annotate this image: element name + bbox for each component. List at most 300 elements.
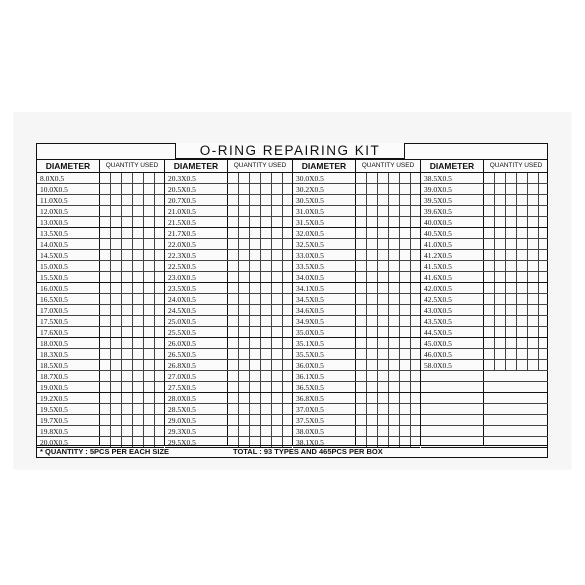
quantity-tick-cell	[505, 239, 506, 249]
size-label: 19.5X0.5	[40, 405, 68, 414]
quantity-tick-cell	[527, 206, 528, 216]
table-row	[37, 338, 164, 349]
table-row	[37, 316, 164, 327]
table-row	[421, 184, 548, 195]
size-label: 17.5X0.5	[40, 317, 68, 326]
quantity-tick-cell	[399, 371, 400, 381]
table-row	[421, 217, 548, 228]
size-column-4	[420, 159, 548, 445]
size-label: 39.6X0.5	[424, 207, 452, 216]
quantity-tick-cell	[366, 173, 367, 183]
quantity-tick-cell	[143, 239, 144, 249]
quantity-tick-cell	[271, 316, 272, 326]
quantity-tick-cell	[494, 283, 495, 293]
table-row	[37, 371, 164, 382]
quantity-tick-cell	[154, 294, 155, 304]
table-row	[165, 382, 292, 393]
quantity-tick-cell	[271, 360, 272, 370]
quantity-tick-cell	[143, 195, 144, 205]
quantity-tick-cell	[154, 173, 155, 183]
quantity-tick-cell	[505, 327, 506, 337]
quantity-tick-cell	[388, 404, 389, 414]
size-label: 22.5X0.5	[168, 262, 196, 271]
quantity-tick-cell	[110, 294, 111, 304]
table-row	[37, 349, 164, 360]
quantity-tick-cell	[249, 283, 250, 293]
quantity-tick-cell	[238, 239, 239, 249]
quantity-tick-cell	[121, 382, 122, 392]
quantity-tick-cell	[121, 239, 122, 249]
size-label: 30.5X0.5	[296, 196, 324, 205]
quantity-tick-cell	[143, 250, 144, 260]
quantity-tick-cell	[260, 173, 261, 183]
size-label: 10.0X0.5	[40, 185, 68, 194]
quantity-tick-cell	[249, 338, 250, 348]
table-row	[293, 261, 420, 272]
table-row	[165, 250, 292, 261]
size-label: 41.6X0.5	[424, 273, 452, 282]
size-label: 8.0X0.5	[40, 174, 65, 183]
table-row	[165, 360, 292, 371]
size-label: 36.0X0.5	[296, 361, 324, 370]
size-label: 38.0X0.5	[296, 427, 324, 436]
quantity-tick-cell	[132, 404, 133, 414]
quantity-tick-cell	[132, 184, 133, 194]
table-row	[37, 217, 164, 228]
quantity-tick-cell	[516, 360, 517, 370]
quantity-tick-cell	[366, 360, 367, 370]
size-label: 30.2X0.5	[296, 185, 324, 194]
size-label: 21.0X0.5	[168, 207, 196, 216]
empty-row	[421, 426, 548, 437]
table-row	[421, 261, 548, 272]
empty-row	[421, 382, 548, 393]
table-row	[165, 338, 292, 349]
quantity-tick-cell	[271, 206, 272, 216]
quantity-tick-cell	[366, 316, 367, 326]
quantity-tick-cell	[494, 195, 495, 205]
quantity-tick-cell	[366, 272, 367, 282]
table-row	[293, 184, 420, 195]
quantity-tick-cell	[143, 305, 144, 315]
quantity-tick-cell	[494, 360, 495, 370]
quantity-tick-cell	[260, 195, 261, 205]
table-row	[37, 184, 164, 195]
size-label: 36.8X0.5	[296, 394, 324, 403]
quantity-tick-cell	[410, 239, 411, 249]
table-row	[293, 173, 420, 184]
quantity-tick-cell	[154, 316, 155, 326]
quantity-tick-cell	[154, 393, 155, 403]
size-label: 32.5X0.5	[296, 240, 324, 249]
table-row	[165, 217, 292, 228]
quantity-tick-cell	[388, 360, 389, 370]
table-row	[37, 239, 164, 250]
quantity-tick-cell	[366, 393, 367, 403]
quantity-tick-cell	[249, 195, 250, 205]
total-note: TOTAL : 93 TYPES AND 465PCS PER BOX	[233, 447, 383, 456]
size-column-3	[292, 159, 420, 445]
table-row	[293, 360, 420, 371]
table-row	[293, 228, 420, 239]
quantity-tick-cell	[538, 327, 539, 337]
table-row	[421, 294, 548, 305]
quantity-tick-cell	[238, 228, 239, 238]
table-row	[165, 283, 292, 294]
quantity-tick-cell	[110, 239, 111, 249]
quantity-tick-cell	[132, 316, 133, 326]
quantity-tick-cell	[538, 360, 539, 370]
quantity-tick-cell	[538, 195, 539, 205]
quantity-tick-cell	[516, 316, 517, 326]
quantity-tick-cell	[249, 382, 250, 392]
quantity-tick-cell	[388, 305, 389, 315]
quantity-tick-cell	[282, 217, 283, 227]
diameter-header: DIAMETER	[45, 161, 91, 171]
quantity-tick-cell	[271, 239, 272, 249]
table-row	[37, 415, 164, 426]
quantity-tick-cell	[260, 228, 261, 238]
quantity-tick-cell	[516, 294, 517, 304]
table-row	[293, 217, 420, 228]
quantity-tick-cell	[505, 261, 506, 271]
size-label: 12.0X0.5	[40, 207, 68, 216]
quantity-tick-cell	[143, 283, 144, 293]
quantity-tick-cell	[238, 250, 239, 260]
size-label: 24.0X0.5	[168, 295, 196, 304]
quantity-tick-cell	[132, 305, 133, 315]
quantity-tick-cell	[410, 404, 411, 414]
quantity-tick-cell	[516, 338, 517, 348]
table-row	[37, 426, 164, 437]
table-footer	[36, 445, 548, 458]
quantity-tick-cell	[260, 404, 261, 414]
size-label: 34.0X0.5	[296, 273, 324, 282]
size-label: 17.0X0.5	[40, 306, 68, 315]
quantity-tick-cell	[238, 349, 239, 359]
empty-row	[421, 415, 548, 426]
table-row	[421, 250, 548, 261]
quantity-tick-cell	[494, 272, 495, 282]
quantity-tick-cell	[538, 305, 539, 315]
quantity-tick-cell	[282, 327, 283, 337]
quantity-tick-cell	[282, 239, 283, 249]
quantity-tick-cell	[377, 294, 378, 304]
quantity-tick-cell	[494, 228, 495, 238]
quantity-tick-cell	[410, 371, 411, 381]
quantity-tick-cell	[282, 206, 283, 216]
quantity-tick-cell	[110, 382, 111, 392]
size-label: 44.5X0.5	[424, 328, 452, 337]
size-label: 25.5X0.5	[168, 328, 196, 337]
quantity-tick-cell	[143, 415, 144, 425]
quantity-tick-cell	[282, 338, 283, 348]
quantity-tick-cell	[377, 338, 378, 348]
quantity-tick-cell	[271, 217, 272, 227]
quantity-tick-cell	[121, 250, 122, 260]
size-label: 32.0X0.5	[296, 229, 324, 238]
quantity-tick-cell	[260, 426, 261, 436]
size-label: 19.2X0.5	[40, 394, 68, 403]
quantity-tick-cell	[238, 327, 239, 337]
quantity-tick-cell	[143, 371, 144, 381]
quantity-tick-cell	[110, 261, 111, 271]
table-row	[37, 283, 164, 294]
quantity-tick-cell	[388, 283, 389, 293]
quantity-tick-cell	[143, 206, 144, 216]
quantity-tick-cell	[260, 206, 261, 216]
quantity-tick-cell	[366, 338, 367, 348]
table-row	[165, 228, 292, 239]
quantity-tick-cell	[410, 338, 411, 348]
quantity-tick-cell	[516, 217, 517, 227]
quantity-tick-cell	[527, 316, 528, 326]
quantity-tick-cell	[238, 316, 239, 326]
quantity-tick-cell	[494, 316, 495, 326]
size-label: 20.3X0.5	[168, 174, 196, 183]
size-label: 22.3X0.5	[168, 251, 196, 260]
quantity-tick-cell	[527, 228, 528, 238]
quantity-tick-cell	[388, 338, 389, 348]
quantity-tick-cell	[505, 338, 506, 348]
table-row	[293, 250, 420, 261]
quantity-tick-cell	[260, 382, 261, 392]
quantity-tick-cell	[282, 371, 283, 381]
quantity-tick-cell	[154, 217, 155, 227]
size-label: 20.0X0.5	[40, 438, 68, 447]
table-row	[165, 294, 292, 305]
quantity-tick-cell	[271, 349, 272, 359]
diameter-header: DIAMETER	[301, 161, 347, 171]
quantity-tick-cell	[538, 294, 539, 304]
quantity-tick-cell	[410, 184, 411, 194]
quantity-tick-cell	[249, 239, 250, 249]
quantity-tick-cell	[377, 250, 378, 260]
quantity-tick-cell	[377, 426, 378, 436]
table-row	[37, 228, 164, 239]
quantity-tick-cell	[388, 415, 389, 425]
table-row	[293, 206, 420, 217]
quantity-tick-cell	[249, 294, 250, 304]
quantity-tick-cell	[271, 393, 272, 403]
quantity-tick-cell	[282, 360, 283, 370]
quantity-tick-cell	[238, 382, 239, 392]
quantity-tick-cell	[271, 327, 272, 337]
quantity-tick-cell	[282, 404, 283, 414]
size-label: 43.0X0.5	[424, 306, 452, 315]
quantity-tick-cell	[388, 327, 389, 337]
size-label: 33.5X0.5	[296, 262, 324, 271]
quantity-tick-cell	[516, 195, 517, 205]
quantity-tick-cell	[238, 305, 239, 315]
quantity-tick-cell	[271, 426, 272, 436]
quantity-tick-cell	[260, 371, 261, 381]
quantity-tick-cell	[249, 305, 250, 315]
quantity-tick-cell	[132, 195, 133, 205]
quantity-tick-cell	[154, 415, 155, 425]
quantity-tick-cell	[110, 415, 111, 425]
quantity-tick-cell	[110, 426, 111, 436]
quantity-tick-cell	[282, 305, 283, 315]
quantity-tick-cell	[399, 261, 400, 271]
quantity-tick-cell	[110, 404, 111, 414]
quantity-tick-cell	[132, 338, 133, 348]
quantity-tick-cell	[388, 239, 389, 249]
quantity-tick-cell	[410, 426, 411, 436]
size-label: 26.0X0.5	[168, 339, 196, 348]
quantity-tick-cell	[238, 184, 239, 194]
quantity-tick-cell	[377, 393, 378, 403]
quantity-tick-cell	[110, 283, 111, 293]
quantity-tick-cell	[154, 327, 155, 337]
quantity-tick-cell	[516, 239, 517, 249]
size-label: 21.5X0.5	[168, 218, 196, 227]
quantity-tick-cell	[538, 316, 539, 326]
size-label: 37.5X0.5	[296, 416, 324, 425]
table-row	[165, 272, 292, 283]
quantity-tick-cell	[121, 173, 122, 183]
size-label: 34.1X0.5	[296, 284, 324, 293]
quantity-tick-cell	[282, 228, 283, 238]
table-row	[421, 349, 548, 360]
size-label: 40.5X0.5	[424, 229, 452, 238]
quantity-tick-cell	[249, 173, 250, 183]
size-label: 46.0X0.5	[424, 350, 452, 359]
size-label: 34.5X0.5	[296, 295, 324, 304]
size-label: 28.5X0.5	[168, 405, 196, 414]
quantity-tick-cell	[110, 338, 111, 348]
quantity-tick-cell	[154, 272, 155, 282]
quantity-tick-cell	[410, 415, 411, 425]
quantity-tick-cell	[282, 316, 283, 326]
quantity-tick-cell	[388, 294, 389, 304]
quantity-tick-cell	[388, 250, 389, 260]
size-label: 26.5X0.5	[168, 350, 196, 359]
table-row	[165, 415, 292, 426]
quantity-tick-cell	[260, 239, 261, 249]
quantity-tick-cell	[505, 294, 506, 304]
table-row	[165, 195, 292, 206]
quantity-tick-cell	[505, 206, 506, 216]
quantity-tick-cell	[260, 272, 261, 282]
quantity-tick-cell	[110, 184, 111, 194]
quantity-tick-cell	[238, 206, 239, 216]
quantity-tick-cell	[366, 415, 367, 425]
quantity-tick-cell	[505, 195, 506, 205]
quantity-tick-cell	[366, 195, 367, 205]
quantity-tick-cell	[238, 195, 239, 205]
quantity-tick-cell	[132, 250, 133, 260]
quantity-tick-cell	[377, 239, 378, 249]
quantity-tick-cell	[410, 316, 411, 326]
quantity-tick-cell	[282, 261, 283, 271]
table-row	[37, 250, 164, 261]
size-label: 24.5X0.5	[168, 306, 196, 315]
quantity-tick-cell	[121, 305, 122, 315]
table-row	[421, 173, 548, 184]
quantity-tick-cell	[410, 217, 411, 227]
quantity-tick-cell	[399, 228, 400, 238]
table-row	[165, 426, 292, 437]
quantity-tick-cell	[143, 426, 144, 436]
quantity-tick-cell	[366, 382, 367, 392]
quantity-tick-cell	[249, 206, 250, 216]
size-label: 43.5X0.5	[424, 317, 452, 326]
table-row	[421, 283, 548, 294]
size-label: 23.5X0.5	[168, 284, 196, 293]
quantity-tick-cell	[388, 349, 389, 359]
quantity-tick-cell	[527, 184, 528, 194]
quantity-tick-cell	[154, 250, 155, 260]
quantity-tick-cell	[538, 272, 539, 282]
quantity-tick-cell	[388, 371, 389, 381]
quantity-tick-cell	[121, 426, 122, 436]
table-row	[421, 239, 548, 250]
table-row	[165, 316, 292, 327]
size-label: 28.0X0.5	[168, 394, 196, 403]
quantity-tick-cell	[154, 261, 155, 271]
quantity-tick-cell	[538, 250, 539, 260]
quantity-tick-cell	[154, 426, 155, 436]
quantity-tick-cell	[282, 294, 283, 304]
quantity-tick-cell	[538, 283, 539, 293]
size-label: 39.5X0.5	[424, 196, 452, 205]
size-column-2	[164, 159, 292, 445]
quantity-tick-cell	[249, 349, 250, 359]
quantity-tick-cell	[132, 371, 133, 381]
size-label: 37.0X0.5	[296, 405, 324, 414]
quantity-tick-cell	[271, 261, 272, 271]
quantity-tick-cell	[516, 327, 517, 337]
quantity-tick-cell	[110, 371, 111, 381]
quantity-tick-cell	[249, 426, 250, 436]
empty-row	[421, 393, 548, 404]
table-row	[293, 393, 420, 404]
quantity-tick-cell	[366, 206, 367, 216]
quantity-tick-cell	[132, 283, 133, 293]
quantity-tick-cell	[366, 261, 367, 271]
quantity-tick-cell	[538, 239, 539, 249]
quantity-tick-cell	[121, 283, 122, 293]
size-label: 25.0X0.5	[168, 317, 196, 326]
table-row	[293, 294, 420, 305]
quantity-tick-cell	[527, 239, 528, 249]
quantity-tick-cell	[366, 283, 367, 293]
size-label: 30.0X0.5	[296, 174, 324, 183]
quantity-tick-cell	[399, 393, 400, 403]
size-label: 13.5X0.5	[40, 229, 68, 238]
table-row	[37, 327, 164, 338]
table-row	[165, 184, 292, 195]
quantity-tick-cell	[516, 349, 517, 359]
quantity-tick-cell	[154, 338, 155, 348]
quantity-tick-cell	[505, 173, 506, 183]
quantity-tick-cell	[366, 404, 367, 414]
quantity-tick-cell	[516, 228, 517, 238]
size-label: 22.0X0.5	[168, 240, 196, 249]
table-row	[37, 360, 164, 371]
quantity-tick-cell	[377, 371, 378, 381]
quantity-tick-cell	[271, 415, 272, 425]
quantity-tick-cell	[282, 349, 283, 359]
quantity-tick-cell	[121, 327, 122, 337]
quantity-tick-cell	[516, 272, 517, 282]
quantity-tick-cell	[538, 349, 539, 359]
quantity-tick-cell	[238, 426, 239, 436]
quantity-tick-cell	[516, 250, 517, 260]
size-label: 16.5X0.5	[40, 295, 68, 304]
quantity-tick-cell	[377, 206, 378, 216]
